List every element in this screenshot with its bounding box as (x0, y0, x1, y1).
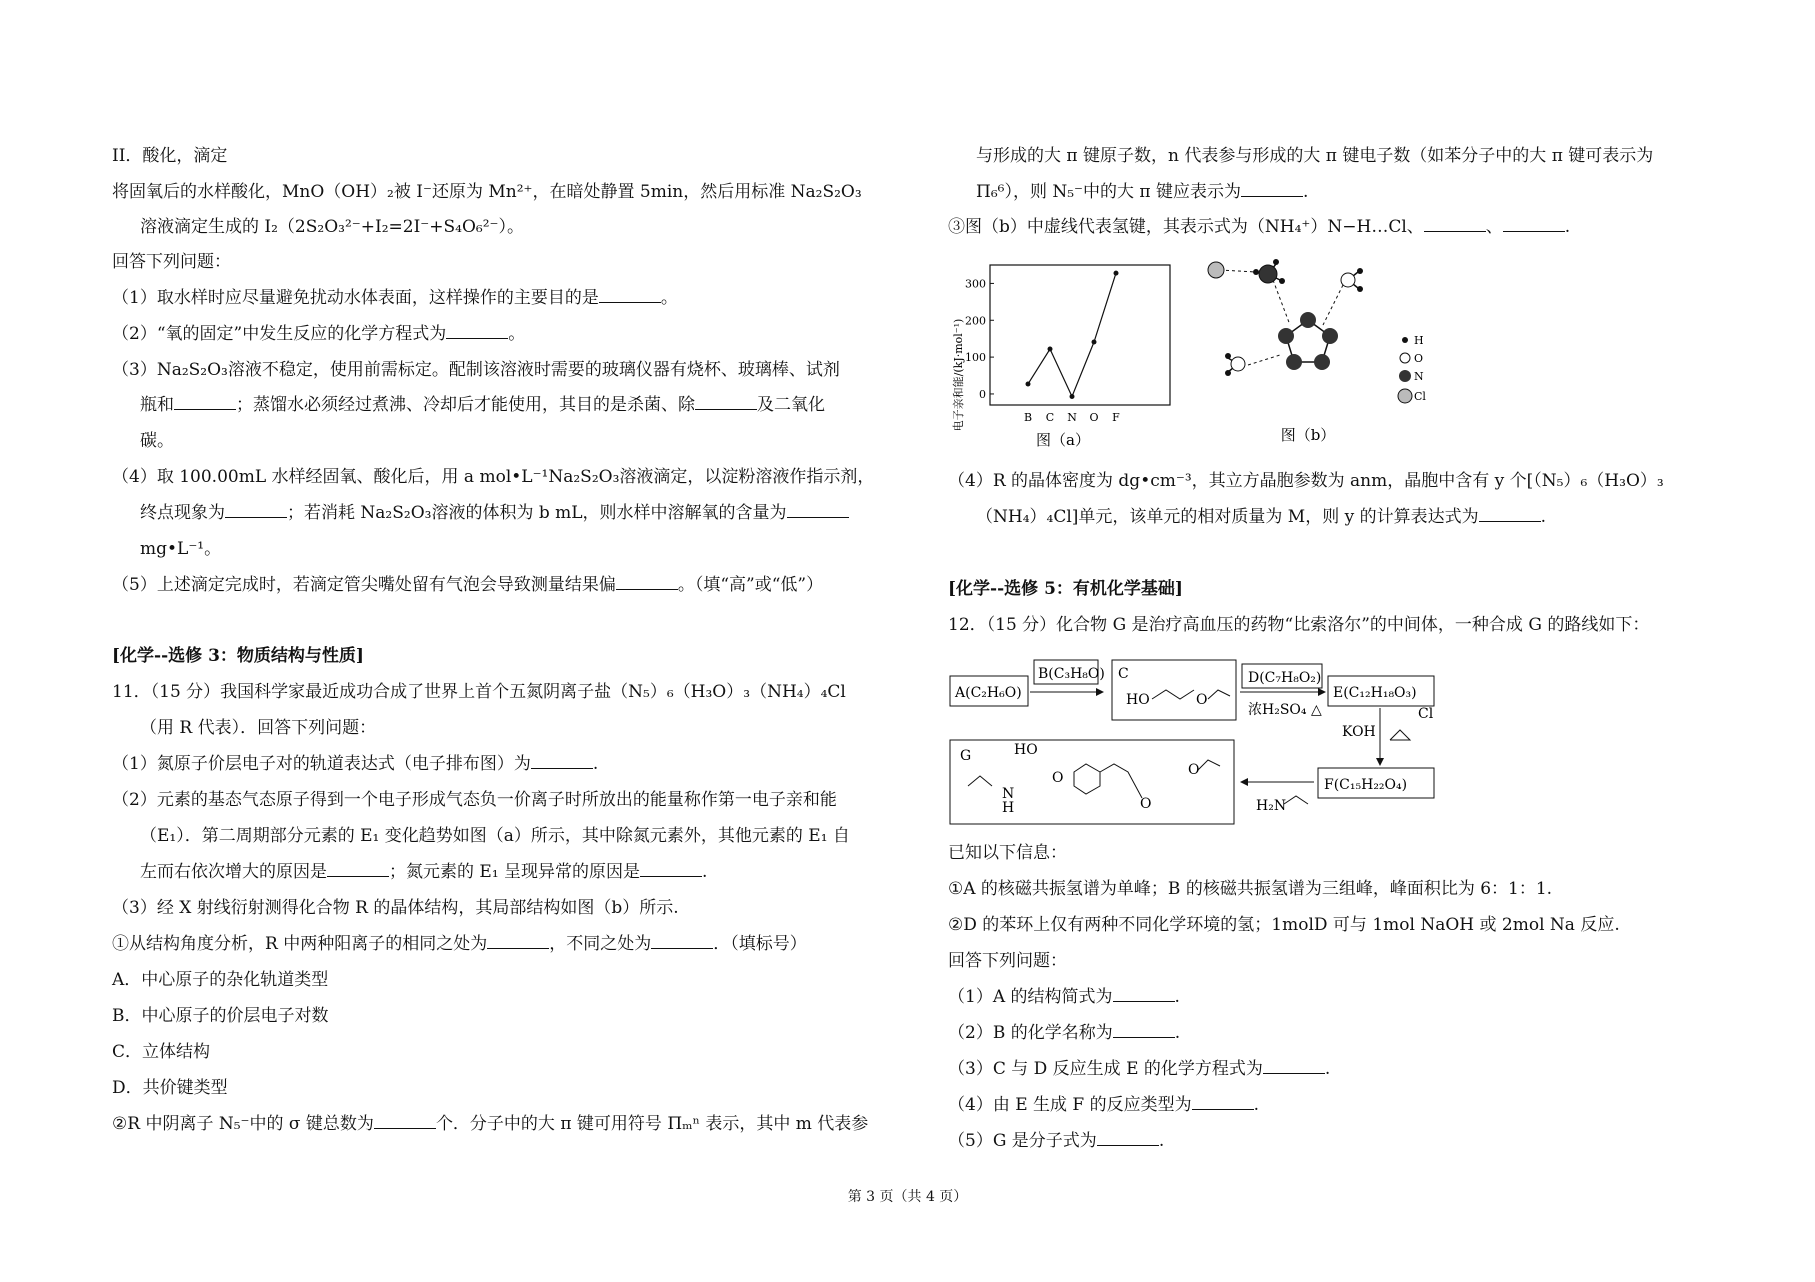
legend-n: N (1414, 370, 1424, 383)
question-11-3-2: ②R 中阴离子 N₅⁻中的 σ 键总数为 个．分子中的大 π 键可用符号 Πₘⁿ 表示，其中 m 代表参 (112, 1114, 869, 1134)
reagent-amine: H₂N (1256, 798, 1287, 814)
answer-blank[interactable] (651, 933, 713, 949)
figure-a-chart (948, 255, 1178, 455)
question-11-3: （3）经 X 射线衍射测得化合物 R 的晶体结构，其局部结构如图（b）所示. (112, 898, 679, 918)
option-d: D．共价键类型 (112, 1078, 228, 1098)
answer-blank[interactable] (1263, 1058, 1325, 1074)
data-point (1114, 271, 1119, 276)
arrow-head (1318, 688, 1326, 696)
question-11-2: （2）元素的基态气态原子得到一个电子形成气态负一价离子时所放出的能量称作第一电子亲和能 (112, 790, 837, 810)
compound-f: F(C₁₅H₂₂O₄) (1324, 777, 1408, 793)
y-tick-label: 200 (965, 314, 986, 328)
answer-blank[interactable] (1113, 986, 1175, 1002)
g-chain-left (968, 776, 992, 786)
x-tick-label: F (1112, 411, 1120, 424)
data-point (1026, 382, 1031, 387)
x-tick-label: N (1067, 411, 1077, 424)
cl-atom (1208, 262, 1224, 278)
question-11-cont: （用 R 代表）．回答下列问题： (140, 718, 377, 738)
g-oxygen-1: O (1052, 770, 1064, 786)
legend (1398, 334, 1426, 403)
answer-blank[interactable] (1424, 216, 1486, 232)
g-isopropyl (1198, 760, 1220, 770)
compound-d: D(C₇H₈O₂) (1248, 670, 1322, 686)
option-c: C．立体结构 (112, 1042, 211, 1062)
condition-h2so4: 浓H₂SO₄ △ (1248, 702, 1322, 718)
figure-b-structure (1198, 250, 1438, 450)
question-12-2: （2）B 的化学名称为 . (948, 1023, 1181, 1043)
option-a: A．中心原子的杂化轨道类型 (112, 970, 329, 990)
synthesis-scheme (948, 648, 1728, 828)
figure-a-caption: 图（a） (1036, 431, 1090, 449)
compound-b: B(C₃H₈O) (1038, 666, 1105, 682)
paragraph-line: 溶液滴定生成的 I₂（2S₂O₃²⁻+I₂=2I⁻+S₄O₆²⁻）。 (140, 217, 525, 237)
legend-h: H (1414, 334, 1424, 347)
question-2: （2）“氧的固定”中发生反应的化学方程式为 。 (112, 324, 526, 344)
compound-e: E(C₁₂H₁₈O₃) (1333, 685, 1417, 701)
reagent-koh: KOH (1342, 724, 1376, 740)
instruction: 回答下列问题： (112, 252, 231, 272)
plot-frame (990, 265, 1170, 405)
x-tick-label: B (1023, 411, 1033, 424)
question-12-1: （1）A 的结构简式为 . (948, 987, 1180, 1007)
data-point (1070, 394, 1075, 399)
h-atom (1357, 268, 1363, 274)
question-11: 11．（15 分）我国科学家最近成功合成了世界上首个五氮阴离子盐（N₅）₆（H₃O）₃（NH₄）₄Cl (112, 682, 846, 702)
n-atom (1286, 354, 1302, 370)
x-tick-label: C (1045, 411, 1055, 424)
box-g (950, 740, 1234, 824)
answer-blank[interactable] (1241, 181, 1303, 197)
question-11-3-3: ③图（b）中虚线代表氢键，其表示式为（NH₄⁺）N−H…Cl、 、 . (948, 217, 1571, 237)
x-tick-label: O (1089, 411, 1099, 424)
g-oxygen-3: O (1188, 762, 1200, 778)
g-ho: HO (1014, 742, 1038, 758)
paragraph-line: Π₆⁶），则 N₅⁻中的大 π 键应表示为 . (976, 182, 1309, 202)
known-1: ①A 的核磁共振氢谱为单峰；B 的核磁共振氢谱为三组峰，峰面积比为 6：1：1. (948, 879, 1553, 899)
data-point (1048, 347, 1053, 352)
question-11-3-1: ①从结构角度分析，R 中两种阳离子的相同之处为 ，不同之处为 ．（填标号） (112, 934, 807, 954)
section-title: II．酸化，滴定 (112, 146, 228, 166)
o-atom (1341, 273, 1355, 287)
question-4-cont: mg•L⁻¹。 (140, 539, 222, 559)
answer-blank[interactable] (531, 753, 593, 769)
answer-blank[interactable] (487, 933, 549, 949)
answer-blank[interactable] (1479, 506, 1541, 522)
section-header-3: [化学--选修 3：物质结构与性质] (112, 646, 364, 666)
h-atom (1225, 370, 1231, 376)
y-tick-label: 300 (965, 277, 986, 291)
option-b: B．中心原子的价层电子对数 (112, 1006, 329, 1026)
answer-blank[interactable] (327, 861, 389, 877)
c-isopropyl (1208, 690, 1230, 699)
question-1: （1）取水样时应尽量避免扰动水体表面，这样操作的主要目的是 。 (112, 288, 678, 308)
o-atom (1231, 357, 1245, 371)
n-atom (1300, 312, 1316, 328)
answer-blank[interactable] (787, 502, 849, 518)
n-atom (1322, 328, 1338, 344)
known-info: 已知以下信息： (948, 843, 1067, 863)
instruction: 回答下列问题： (948, 951, 1067, 971)
question-12-5: （5）G 是分子式为 . (948, 1131, 1165, 1151)
question-3: （3）Na₂S₂O₃溶液不稳定，使用前需标定。配制该溶液时需要的玻璃仪器有烧杯、玻璃棒、试剂 (112, 360, 840, 380)
answer-blank[interactable] (616, 574, 678, 590)
c-chain (1152, 690, 1194, 699)
figure-b-caption: 图（b） (1280, 426, 1336, 444)
epichlorohydrin (1390, 730, 1410, 740)
answer-blank[interactable] (225, 502, 287, 518)
series-line (1028, 273, 1116, 396)
question-12: 12．（15 分）化合物 G 是治疗高血压的药物“比索洛尔”的中间体，一种合成 G 的路线如下： (948, 615, 1650, 635)
n-atom (1314, 354, 1330, 370)
paragraph-line: 与形成的大 π 键原子数，n 代表参与形成的大 π 键电子数（如苯分子中的大 π 键可表示为 (976, 146, 1654, 166)
question-12-3: （3）C 与 D 反应生成 E 的化学方程式为 . (948, 1059, 1331, 1079)
g-oxygen-2: O (1140, 796, 1152, 812)
answer-blank[interactable] (374, 1113, 436, 1129)
arrow-head (1240, 778, 1248, 786)
question-11-4: （4）R 的晶体密度为 dg•cm⁻³，其立方晶胞参数为 anm，晶胞中含有 y 个[（N₅）₆（H₃O）₃ (948, 471, 1664, 491)
arrow-head (1376, 758, 1384, 766)
y-tick-label: 100 (965, 351, 986, 365)
question-11-2-cont: 左而右依次增大的原因是 ；氮元素的 E₁ 呈现异常的原因是 . (140, 862, 708, 882)
n-atom (1259, 265, 1277, 283)
g-h: H (1002, 800, 1015, 816)
answer-blank[interactable] (446, 323, 508, 339)
legend-o: O (1414, 352, 1424, 365)
h-atom (1273, 259, 1279, 265)
question-12-4: （4）由 E 生成 F 的反应类型为 . (948, 1095, 1260, 1115)
section-header-5: [化学--选修 5：有机化学基础] (948, 579, 1183, 599)
known-2: ②D 的苯环上仅有两种不同化学环境的氢；1molD 可与 1mol NaOH 或 2mol Na 反应. (948, 915, 1620, 935)
question-11-2-cont: （E₁）．第二周期部分元素的 E₁ 变化趋势如图（a）所示，其中除氮元素外，其他元素的 E₁ 自 (140, 826, 850, 846)
question-11-1: （1）氮原子价层电子对的轨道表达式（电子排布图）为 . (112, 754, 599, 774)
g-benzene (1074, 764, 1100, 794)
question-3-cont: 瓶和 ；蒸馏水必须经过煮沸、冷却后才能使用，其目的是杀菌、除 及二氧化 (140, 395, 825, 415)
legend-cl: Cl (1414, 390, 1426, 403)
compound-a: A(C₂H₆O) (955, 685, 1022, 701)
g-chain-right (1100, 764, 1142, 798)
data-point (1092, 340, 1097, 345)
h-atom (1279, 278, 1285, 284)
c-oxygen: O (1196, 692, 1208, 708)
answer-blank[interactable] (1097, 1130, 1159, 1146)
answer-blank[interactable] (599, 287, 661, 303)
answer-blank[interactable] (695, 394, 757, 410)
amine-isopropyl (1284, 796, 1308, 804)
question-3-cont: 碳。 (140, 431, 174, 451)
epichlorohydrin-cl: Cl (1418, 706, 1434, 722)
g-n: N (1002, 786, 1015, 802)
series-points (1026, 271, 1119, 399)
compound-c-label: C (1118, 666, 1129, 682)
answer-blank[interactable] (640, 861, 702, 877)
question-4-cont: 终点现象为 ；若消耗 Na₂S₂O₃溶液的体积为 b mL，则水样中溶解氧的含量为 (112, 502, 849, 524)
h-atom (1357, 286, 1363, 292)
question-5: （5）上述滴定完成时，若滴定管尖嘴处留有气泡会导致测量结果偏 。（填“高”或“低”） (112, 575, 824, 595)
h-atom (1225, 353, 1231, 359)
y-tick-label: 0 (979, 387, 986, 401)
answer-blank[interactable] (1192, 1094, 1254, 1110)
compound-g-label: G (960, 748, 972, 764)
paragraph-line: 将固氧后的水样酸化，MnO（OH）₂被 I⁻还原为 Mn²⁺，在暗处静置 5min，然后用标准 Na₂S₂O₃ (112, 182, 862, 202)
page-footer: 第 3 页（共 4 页） (847, 1189, 968, 1205)
y-axis-label: 电子亲和能/(kJ·mol⁻¹) (952, 318, 965, 432)
n-atom (1278, 328, 1294, 344)
answer-blank[interactable] (174, 394, 236, 410)
h-atom (1253, 269, 1259, 275)
answer-blank[interactable] (1113, 1022, 1175, 1038)
question-4: （4）取 100.00mL 水样经固氧、酸化后，用 a mol•L⁻¹Na₂S₂O₃溶液滴定，以淀粉溶液作指示剂， (112, 467, 875, 487)
answer-blank[interactable] (1503, 216, 1565, 232)
compound-c-ho: HO (1126, 692, 1150, 708)
arrow-head (1096, 688, 1104, 696)
question-11-4-cont: （NH₄）₄Cl]单元，该单元的相对质量为 M，则 y 的计算表达式为 . (976, 507, 1547, 527)
x-ticks (1024, 411, 1120, 424)
hydrogen-bonds (1220, 270, 1343, 365)
